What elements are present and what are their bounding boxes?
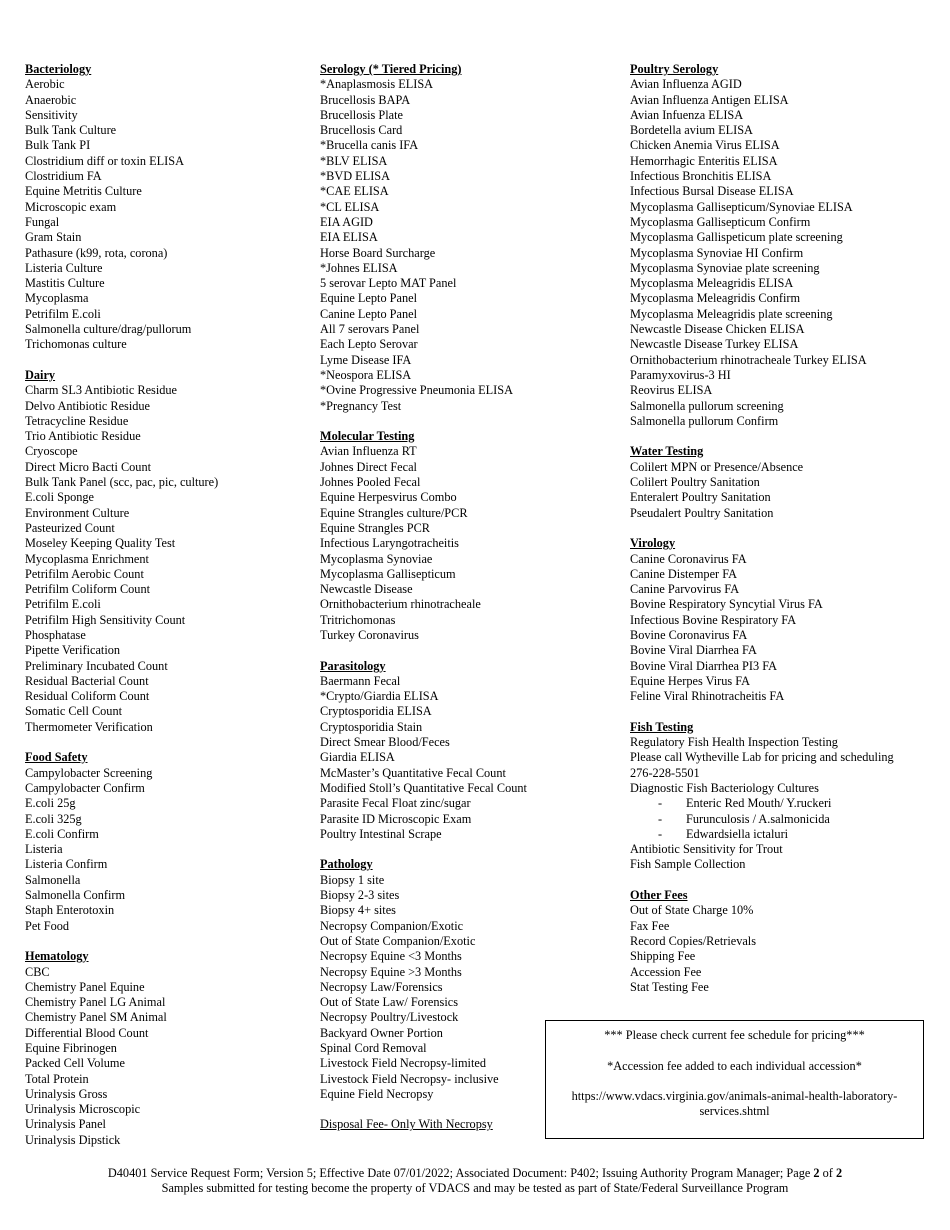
list-item: Mycoplasma Enrichment	[25, 551, 149, 566]
list-item: Thermometer Verification	[25, 719, 153, 734]
list-item: Preliminary Incubated Count	[25, 658, 168, 673]
list-item: Urinalysis Gross	[25, 1086, 108, 1101]
list-item: Clostridium FA	[25, 169, 102, 184]
list-item: Chemistry Panel LG Animal	[25, 995, 166, 1010]
list-item: Bulk Tank PI	[25, 138, 91, 153]
dash-bullet: -	[658, 826, 663, 841]
list-item: Biopsy 4+ sites	[320, 903, 396, 918]
list-item: Pseudalert Poultry Sanitation	[630, 505, 774, 520]
list-item: Clostridium diff or toxin ELISA	[25, 153, 184, 168]
list-item: Hemorrhagic Enteritis ELISA	[630, 153, 778, 168]
notice-fee-schedule: *** Please check current fee schedule for pricing***	[604, 1028, 865, 1042]
section-heading: Serology (* Tiered Pricing)	[320, 62, 462, 76]
list-item: Bovine Viral Diarrhea PI3 FA	[630, 658, 778, 673]
list-item: Pet Food	[25, 918, 70, 933]
list-item: Equine Herpesvirus Combo	[320, 490, 457, 505]
list-item: Colilert MPN or Presence/Absence	[630, 459, 804, 474]
list-item: Tetracycline Residue	[25, 413, 129, 428]
list-item: Canine Lepto Panel	[320, 306, 417, 321]
list-item: 5 serovar Lepto MAT Panel	[320, 276, 457, 291]
list-item: Bordetella avium ELISA	[630, 123, 753, 138]
list-item: Mycoplasma Meleagridis Confirm	[630, 291, 801, 306]
list-item: Canine Coronavirus FA	[630, 551, 747, 566]
list-item: Each Lepto Serovar	[320, 337, 418, 352]
list-item: Feline Viral Rhinotracheitis FA	[630, 689, 785, 704]
list-item: Infectious Bursal Disease ELISA	[630, 184, 794, 199]
page-footer	[0, 1166, 950, 1197]
list-item: Backyard Owner Portion	[320, 1025, 443, 1040]
list-item: Mycoplasma Synoviae HI Confirm	[630, 245, 804, 260]
list-item: Record Copies/Retrievals	[630, 933, 757, 948]
list-item: Campylobacter Screening	[25, 765, 153, 780]
list-item: Mycoplasma Synoviae plate screening	[630, 260, 820, 275]
list-item: Baermann Fecal	[320, 673, 401, 688]
footer-line-1: D40401 Service Request Form; Version 5; Effective Date 07/01/2022; Associated Document: P402; Issuing Authority Program Manager; Page 2 of 2	[107, 1166, 843, 1180]
list-item: Anaerobic	[25, 92, 77, 107]
list-item: Salmonella Confirm	[25, 888, 126, 903]
list-item: Please call Wytheville Lab for pricing and scheduling	[630, 750, 894, 765]
list-item: Salmonella pullorum screening	[630, 398, 784, 413]
list-item: Salmonella pullorum Confirm	[630, 413, 779, 428]
section-poultry-serology	[630, 62, 930, 429]
list-item: Necropsy Law/Forensics	[320, 979, 443, 994]
list-item: E.coli 25g	[25, 796, 76, 811]
list-item: Antibiotic Sensitivity for Trout	[630, 842, 783, 857]
section-water-testing	[630, 444, 930, 520]
list-item: Residual Bacterial Count	[25, 673, 149, 688]
list-item: Mycoplasma Meleagridis plate screening	[630, 306, 833, 321]
list-item: *Brucella canis IFA	[320, 138, 419, 153]
section-heading: Molecular Testing	[320, 429, 415, 444]
section-bacteriology	[25, 62, 305, 353]
list-item: Parasite ID Microscopic Exam	[320, 811, 472, 826]
notice-accession-fee: *Accession fee added to each individual accession*	[607, 1058, 862, 1073]
list-item: Packed Cell Volume	[25, 1056, 125, 1071]
list-item: *Neospora ELISA	[320, 367, 412, 382]
section-heading: Dairy	[25, 367, 56, 382]
section-list	[630, 552, 930, 705]
list-item: Turkey Coronavirus	[320, 627, 419, 642]
list-item: Infectious Bovine Respiratory FA	[630, 612, 797, 627]
list-item: All 7 serovars Panel	[320, 322, 420, 337]
list-item: Mycoplasma Synoviae	[320, 551, 433, 566]
list-item: Equine Strangles culture/PCR	[320, 505, 468, 520]
list-item: McMaster’s Quantitative Fecal Count	[320, 765, 506, 780]
footer-page-total: 2	[835, 1166, 843, 1180]
list-item: Shipping Fee	[630, 949, 696, 964]
list-item: Necropsy Equine >3 Months	[320, 964, 462, 979]
list-item: Differential Blood Count	[25, 1025, 149, 1040]
section-list	[25, 766, 305, 934]
section-parasitology	[320, 659, 620, 843]
list-item: Necropsy Equine <3 Months	[320, 949, 462, 964]
right-column	[630, 62, 930, 1010]
list-item: Ornithobacterium rhinotracheale Turkey ELISA	[630, 352, 867, 367]
section-list	[25, 77, 305, 352]
list-item: *BVD ELISA	[320, 169, 391, 184]
list-item: Bovine Viral Diarrhea FA	[630, 643, 757, 658]
list-item: Diagnostic Fish Bacteriology Cultures	[630, 780, 819, 795]
list-item: Colilert Poultry Sanitation	[630, 475, 760, 490]
list-item: Avian Influenza RT	[320, 444, 417, 459]
list-item: Petrifilm E.coli	[25, 306, 101, 321]
list-item: Equine Lepto Panel	[320, 291, 417, 306]
disposal-fee-note: Disposal Fee- Only With Necropsy	[320, 1117, 493, 1132]
list-item: Fungal	[25, 214, 60, 229]
section-list	[320, 77, 620, 414]
list-item: *BLV ELISA	[320, 153, 388, 168]
list-item: Mycoplasma Meleagridis ELISA	[630, 276, 794, 291]
middle-column	[320, 62, 620, 1133]
list-item: Fax Fee	[630, 918, 670, 933]
section-fish-testing	[630, 720, 930, 873]
list-item: Microscopic exam	[25, 199, 117, 214]
list-item: *Crypto/Giardia ELISA	[320, 689, 439, 704]
list-item: Newcastle Disease Turkey ELISA	[630, 337, 799, 352]
list-item: Delvo Antibiotic Residue	[25, 398, 151, 413]
list-item: EIA AGID	[320, 214, 373, 229]
list-item: Fish Sample Collection	[630, 857, 746, 872]
list-item: Bulk Tank Culture	[25, 123, 117, 138]
section-heading: Fish Testing	[630, 719, 694, 734]
list-item: Petrifilm Coliform Count	[25, 582, 151, 597]
list-item: Brucellosis BAPA	[320, 92, 411, 107]
pricing-notice-box	[545, 1020, 924, 1139]
list-item: Somatic Cell Count	[25, 704, 123, 719]
list-item: Ornithobacterium rhinotracheale	[320, 597, 481, 612]
left-column	[25, 62, 305, 1163]
section-heading: Bacteriology	[25, 62, 92, 76]
list-item: Charm SL3 Antibiotic Residue	[25, 383, 177, 398]
list-item: Listeria	[25, 842, 63, 857]
list-item: Trio Antibiotic Residue	[25, 429, 141, 444]
list-item: Campylobacter Confirm	[25, 780, 145, 795]
list-item: Paramyxovirus-3 HI	[630, 367, 731, 382]
section-list	[25, 383, 305, 735]
list-item: Direct Smear Blood/Feces	[320, 735, 450, 750]
list-item: E.coli Confirm	[25, 826, 99, 841]
list-item: Livestock Field Necropsy- inclusive	[320, 1071, 499, 1086]
list-item: Aerobic	[25, 77, 65, 92]
section-hematology	[25, 949, 305, 1148]
section-heading: Pathology	[320, 857, 373, 872]
list-subitem	[630, 796, 930, 811]
list-item: Brucellosis Plate	[320, 107, 403, 122]
section-list	[25, 965, 305, 1149]
list-item: Urinalysis Panel	[25, 1117, 106, 1132]
list-item: Salmonella	[25, 872, 81, 887]
list-item: Lyme Disease IFA	[320, 352, 412, 367]
list-item: Tritrichomonas	[320, 612, 396, 627]
section-heading: Virology	[630, 536, 676, 551]
list-item: Environment Culture	[25, 505, 130, 520]
list-item: Stat Testing Fee	[630, 979, 709, 994]
list-item: Necropsy Companion/Exotic	[320, 918, 464, 933]
list-item: E.coli 325g	[25, 811, 82, 826]
list-item: Residual Coliform Count	[25, 689, 150, 704]
list-item: Urinalysis Dipstick	[25, 1132, 121, 1147]
list-item: *Pregnancy Test	[320, 398, 402, 413]
list-item: Mycoplasma Gallisepticum Confirm	[630, 214, 811, 229]
dash-bullet: -	[658, 796, 663, 811]
subitem-label: Enteric Red Mouth/ Y.ruckeri	[686, 796, 832, 811]
list-item: Listeria Culture	[25, 260, 103, 275]
list-item: Avian Influenza AGID	[630, 77, 742, 92]
list-item: Sensitivity	[25, 107, 78, 122]
footer-line-2: Samples submitted for testing become the property of VDACS and may be tested as part of State/Federal Surveillance Program	[161, 1181, 789, 1196]
list-item: Newcastle Disease Chicken ELISA	[630, 322, 805, 337]
list-item: Bovine Respiratory Syncytial Virus FA	[630, 597, 823, 612]
list-item: Canine Distemper FA	[630, 566, 738, 581]
list-item: Bovine Coronavirus FA	[630, 627, 748, 642]
list-item: Equine Metritis Culture	[25, 184, 142, 199]
list-item: Out of State Law/ Forensics	[320, 995, 458, 1010]
list-item: Biopsy 1 site	[320, 872, 385, 887]
list-item: Petrifilm Aerobic Count	[25, 566, 144, 581]
section-molecular-testing	[320, 429, 620, 643]
list-item: Johnes Pooled Fecal	[320, 475, 421, 490]
list-subitem	[630, 827, 930, 842]
section-list	[630, 460, 930, 521]
list-item: Trichomonas culture	[25, 337, 127, 352]
list-item: Phosphatase	[25, 627, 86, 642]
section-dairy	[25, 368, 305, 735]
list-item: *Ovine Progressive Pneumonia ELISA	[320, 383, 513, 398]
section-virology	[630, 536, 930, 704]
list-item: Mastitis Culture	[25, 276, 105, 291]
list-item: Necropsy Poultry/Livestock	[320, 1010, 459, 1025]
list-item: Out of State Companion/Exotic	[320, 933, 476, 948]
list-item: Pipette Verification	[25, 643, 121, 658]
list-item: Petrifilm E.coli	[25, 597, 101, 612]
list-item: Spinal Cord Removal	[320, 1041, 427, 1055]
list-item: Equine Herpes Virus FA	[630, 673, 751, 688]
list-item: Petrifilm High Sensitivity Count	[25, 612, 186, 627]
list-item: Mycoplasma	[25, 291, 89, 306]
list-item: Equine Field Necropsy	[320, 1086, 434, 1101]
list-item: *Anaplasmosis ELISA	[320, 77, 434, 92]
list-item: *Johnes ELISA	[320, 260, 398, 275]
section-list	[320, 444, 620, 643]
list-item: Infectious Bronchitis ELISA	[630, 169, 772, 184]
list-item: Salmonella culture/drag/pullorum	[25, 322, 192, 337]
list-item: Brucellosis Card	[320, 123, 403, 138]
section-heading: Hematology	[25, 949, 89, 964]
list-item: *CL ELISA	[320, 199, 380, 214]
list-item: Mycoplasma Gallispeticum plate screening	[630, 230, 843, 245]
list-item: *CAE ELISA	[320, 184, 389, 199]
list-item: Biopsy 2-3 sites	[320, 888, 400, 903]
list-item: Cryptosporidia Stain	[320, 719, 423, 734]
list-item: Urinalysis Microscopic	[25, 1102, 141, 1117]
list-item: Pasteurized Count	[25, 520, 115, 535]
section-list	[630, 77, 930, 429]
list-item: Equine Strangles PCR	[320, 520, 430, 535]
section-list	[630, 903, 930, 995]
subitem-label: Edwardsiella ictaluri	[686, 826, 789, 841]
list-item: Equine Fibrinogen	[25, 1041, 117, 1055]
list-item: Livestock Field Necropsy-limited	[320, 1056, 486, 1071]
list-item: Cryptosporidia ELISA	[320, 704, 432, 719]
list-item: Chicken Anemia Virus ELISA	[630, 138, 780, 153]
list-item: Gram Stain	[25, 230, 82, 245]
list-item: Out of State Charge 10%	[630, 903, 754, 918]
list-item: Modified Stoll’s Quantitative Fecal Count	[320, 780, 527, 795]
list-item: Bulk Tank Panel (scc, pac, pic, culture)	[25, 475, 219, 490]
list-item: Infectious Laryngotracheitis	[320, 536, 459, 551]
list-item: Enteralert Poultry Sanitation	[630, 490, 771, 505]
footer-page-current: 2	[813, 1166, 820, 1180]
list-item: Mycoplasma Gallisepticum	[320, 566, 456, 581]
list-item: Cryoscope	[25, 444, 78, 459]
list-item: Moseley Keeping Quality Test	[25, 536, 176, 551]
list-item: Direct Micro Bacti Count	[25, 459, 152, 474]
list-item: Avian Influenza Antigen ELISA	[630, 92, 789, 107]
list-item: 276-228-5501	[630, 765, 700, 780]
list-item: EIA ELISA	[320, 230, 378, 245]
list-item: Poultry Intestinal Scrape	[320, 826, 442, 841]
list-item: Johnes Direct Fecal	[320, 459, 417, 474]
list-item: Mycoplasma Gallisepticum/Synoviae ELISA	[630, 199, 853, 214]
dash-bullet: -	[658, 811, 663, 826]
list-item: Giardia ELISA	[320, 750, 395, 765]
list-item: Accession Fee	[630, 964, 702, 979]
list-item: Listeria Confirm	[25, 857, 108, 872]
list-subitem	[630, 812, 930, 827]
section-list	[320, 674, 620, 842]
section-food-safety	[25, 750, 305, 934]
list-item: Staph Enterotoxin	[25, 903, 115, 918]
section-heading: Other Fees	[630, 888, 688, 903]
list-item: E.coli Sponge	[25, 490, 94, 505]
section-serology-tiered-pricing	[320, 62, 620, 414]
section-heading: Parasitology	[320, 658, 386, 673]
section-list	[630, 735, 930, 873]
section-heading: Food Safety	[25, 750, 88, 765]
list-item: Pathasure (k99, rota, corona)	[25, 245, 168, 260]
list-item: Chemistry Panel Equine	[25, 979, 145, 994]
section-other-fees	[630, 888, 930, 995]
list-item: Newcastle Disease	[320, 582, 413, 597]
notice-url[interactable]: https://www.vdacs.virginia.gov/animals-animal-health-laboratory-services.shtml	[571, 1089, 898, 1119]
list-item: Reovirus ELISA	[630, 383, 713, 398]
list-item: Chemistry Panel SM Animal	[25, 1010, 167, 1025]
list-item: Canine Parvovirus FA	[630, 582, 740, 597]
list-item: Regulatory Fish Health Inspection Testing	[630, 735, 838, 750]
section-heading: Water Testing	[630, 444, 704, 459]
list-item: Avian Infuenza ELISA	[630, 107, 744, 122]
section-heading: Poultry Serology	[630, 62, 719, 76]
list-item: Parasite Fecal Float zinc/sugar	[320, 796, 471, 811]
subitem-label: Furunculosis / A.salmonicida	[686, 811, 830, 826]
list-item: Horse Board Surcharge	[320, 245, 436, 260]
list-item: Total Protein	[25, 1071, 89, 1086]
list-item: CBC	[25, 964, 50, 979]
